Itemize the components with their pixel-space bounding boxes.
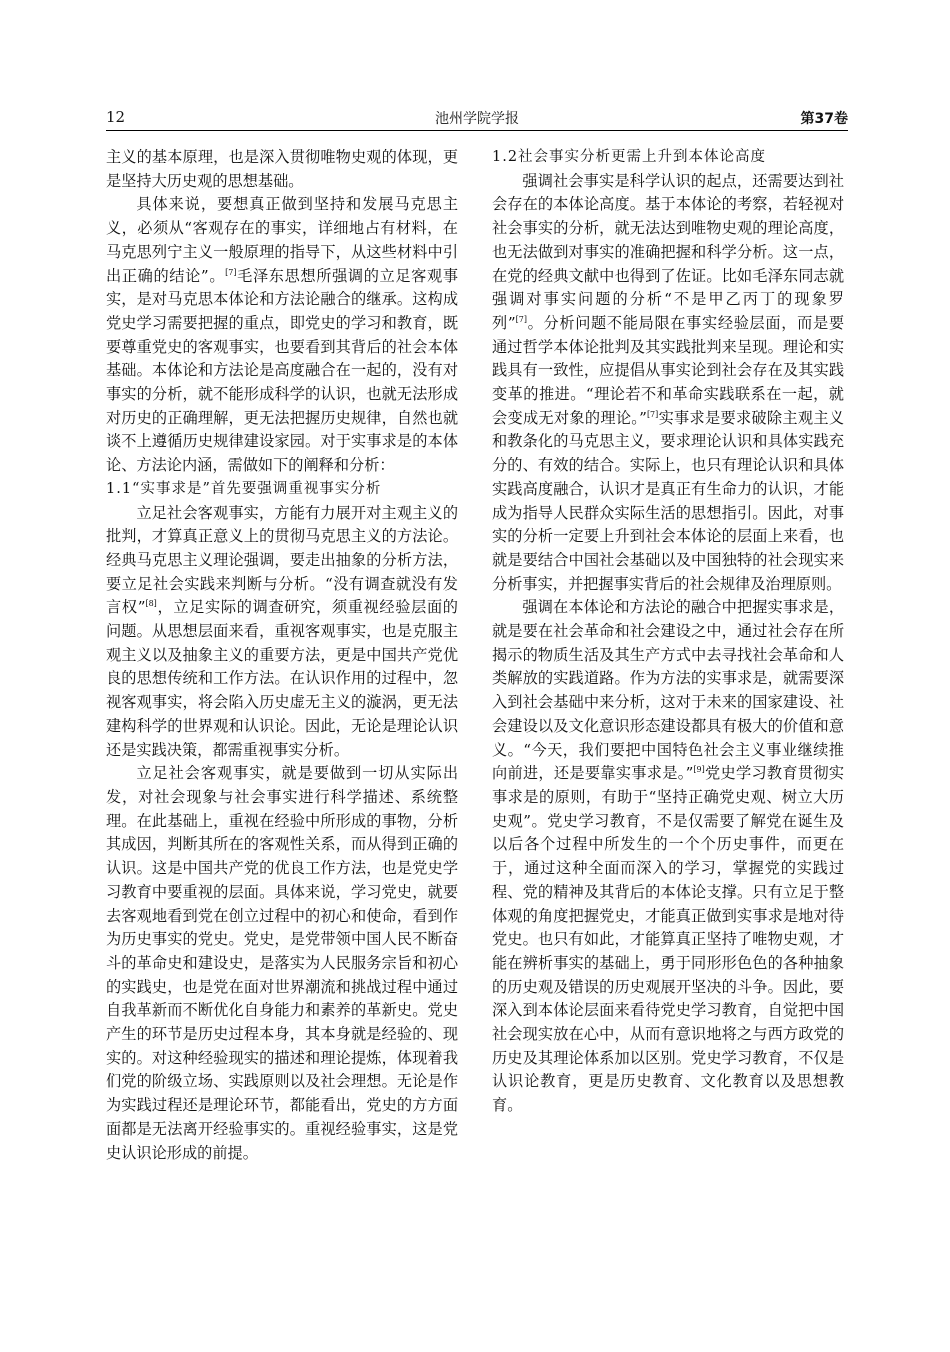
left-column (106, 146, 458, 1165)
journal-title: 池州学院学报 (435, 111, 519, 127)
paragraph-text: 立足社会客观事实，方能有力展开对主观主义的批判，才算真正意义上的贯彻马克思主义的方法论。经典马克思主义理论强调，要走出抽象的分析方法，要立足社会实践来判断与分析。“没有调查就没有发言权” (106, 503, 458, 617)
paragraph: 立足社会客观事实，就是要做到一切从实际出发，对社会现象与社会事实进行科学描述、系统整理。在此基础上，重视在经验中所形成的事物，分析其成因，判断其所在的客观性关系，而从得到正确的认识。这是中国共产党的优良工作方法，也是党史学习教育中要重视的层面。具体来说，学习党史，就要去客观地看到党在创立过程中的初心和使命，看到作为历史事实的党史。党史，是党带领中国人民不断奋斗的革命史和建设史，是落实为人民服务宗旨和初心的实践史，也是党在面对世界潮流和挑战过程中通过自我革新而不断优化自身能力和素养的革新史。党史产生的环节是历史过程本身，其本身就是经验的、现实的。对这种经验现实的描述和理论提炼，体现着我们党的阶级立场、实践原则以及社会理想。无论是作为实践过程还是理论环节，都能看出，党史的方方面面都是无法离开经验事实的。重视经验事实，这是党史认识论形成的前提。 (106, 764, 458, 1162)
page-header (106, 106, 848, 131)
citation: [7] (515, 314, 527, 324)
paragraph (492, 170, 844, 597)
volume-label: 第37卷 (800, 111, 848, 127)
citation: [9] (693, 765, 705, 775)
paragraph-text: 强调社会事实是科学认识的起点，还需要达到社会存在的本体论高度。基于本体论的考察，若轻视对社会事实的分析，就无法达到唯物史观的理论高度，也无法做到对事实的准确把握和科学分析。这一点，在党的经典文献中也得到了佐证。比如毛泽东同志就强调对事实问题的分析“不是甲乙丙丁的现象罗列” (492, 171, 844, 332)
paragraph (106, 502, 458, 763)
section-heading: 1.2社会事实分析更需上升到本体论高度 (492, 149, 767, 165)
paragraph (106, 193, 458, 477)
paragraph-text: 实事求是要求破除主观主义和教条化的马克思主义，要求理论认识和具体实践充分的、有效的结合。实际上，也只有理论认识和具体实践高度融合，认识才是真正有生命力的认识，才能成为指导人民群众实际生活的思想指引。因此，对事实的分析一定要上升到社会本体论的层面上来看，也就是要结合中国社会基础以及中国独特的社会现实来分析事实，并把握事实背后的社会规律及治理原则。 (492, 408, 844, 593)
section-heading: 1.1“实事求是”首先要强调重视事实分析 (106, 480, 382, 497)
paragraph-text: 党史学习教育贯彻实事求是的原则，有助于“坚持正确党史观、树立大历史观”。党史学习教育，不是仅需要了解党在诞生及以后各个过程中所发生的一个个历史事件，而更在于，通过这种全面而深入的学习，掌握党的实践过程、党的精神及其背后的本体论支撑。只有立足于整体观的角度把握党史，才能真正做到实事求是地对待党史。也只有如此，才能算真正坚持了唯物史观，才能在辨析事实的基础上，勇于同形形色色的各种抽象的历史观及错误的历史观展开坚决的斗争。因此，要深入到本体论层面来看待党史学习教育，自觉把中国社会现实放在心中，从而有意识地将之与西方政党的历史及其理论体系加以区别。党史学习教育，不仅是认识论教育，更是历史教育、文化教育以及思想教育。 (492, 764, 845, 1115)
paragraph (492, 596, 844, 1117)
page-number: 12 (106, 108, 126, 126)
citation: [7] (225, 267, 237, 277)
right-column (492, 146, 844, 1118)
paragraph-text: 毛泽东思想所强调的立足客观事实，是对马克思本体论和方法论融合的继承。这构成党史学习需要把握的重点，即党史的学习和教育，既要尊重党史的客观事实，也要看到其背后的社会本体基础。本体论和方法论是高度融合在一起的，没有对事实的分析，就不能形成科学的认识，也就无法形成对历史的正确理解，更无法把握历史规律，自然也就谈不上遵循历史规律建设家园。对于实事求是的本体论、方法论内涵，需做如下的阐释和分析： (106, 266, 459, 475)
citation: [8] (145, 599, 157, 609)
paragraph-text: 。分析问题不能局限在事实经验层面，而是要通过哲学本体论批判及其实践批判来呈现。理论和实践具有一致性，应提倡从事实论到社会存在及其实践变革的推进。“理论若不和革命实践联系在一起，就会变成无对象的理论。” (492, 313, 845, 427)
paragraph-text: ，立足实际的调查研究，须重视经验层面的问题。从思想层面来看，重视客观事实，也是克服主观主义以及抽象主义的重要方法，更是中国共产党优良的思想传统和工作方法。在认识作用的过程中，忽视客观事实，将会陷入历史虚无主义的漩涡，更无法建构科学的世界观和认识论。因此，无论是理论认识还是实践决策，都需重视事实分析。 (106, 598, 458, 759)
paragraph-text: 具体来说，要想真正做到坚持和发展马克思主义，必须从“客观存在的事实，详细地占有材料，在马克思列宁主义一般原理的指导下，从这些材料中引出正确的结论”。 (106, 195, 458, 285)
paragraph: 主义的基本原理，也是深入贯彻唯物史观的体现，更是坚持大历史观的思想基础。 (106, 148, 458, 190)
citation: [7] (646, 409, 659, 419)
paragraph-text: 强调在本体论和方法论的融合中把握实事求是，就是要在社会革命和社会建设之中，通过社会存在所揭示的物质生活及其生产方式中去寻找社会革命和人类解放的实践道路。作为方法的实事求是，就需要深入到社会基础中来分析，这对于未来的国家建设、社会建设以及文化意识形态建设都具有极大的价值和意义。“今天，我们要把中国特色社会主义事业继续推向前进，还是要靠实事求是。” (492, 598, 844, 783)
